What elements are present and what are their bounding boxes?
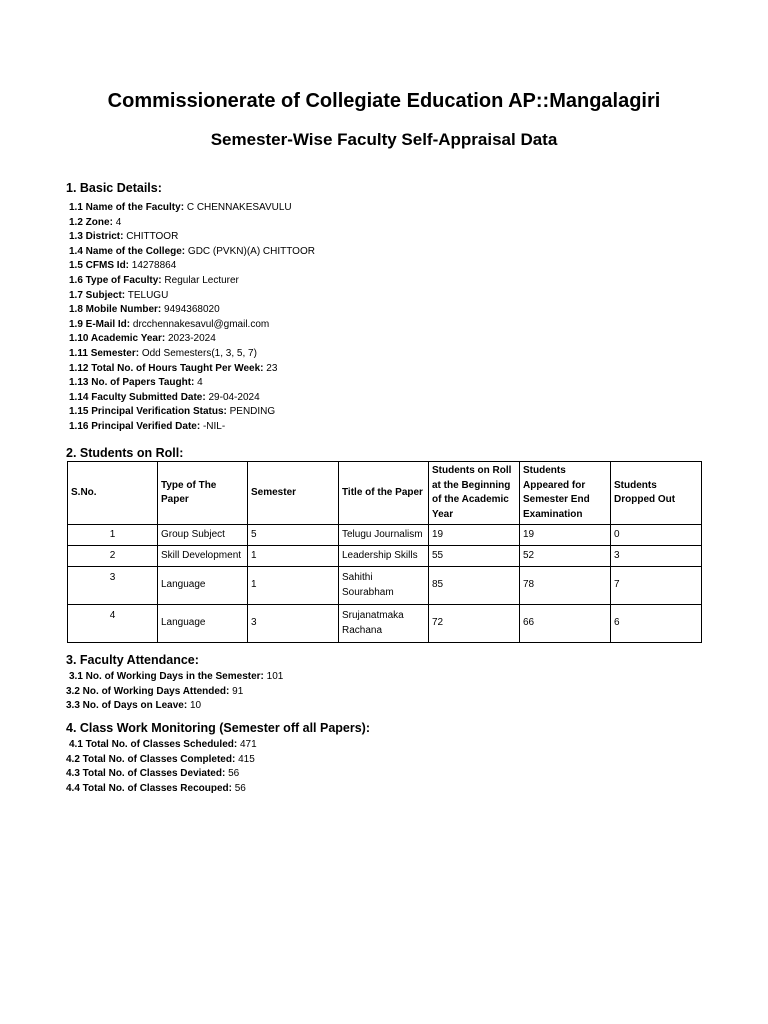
field-working-days [66, 670, 706, 685]
field-label: 3.3 No. of Days on Leave: [66, 700, 188, 712]
field-classes-completed [66, 753, 706, 768]
field-college-name [66, 245, 706, 260]
faculty-attendance-heading: 3. Faculty Attendance: [66, 653, 199, 667]
basic-details-list [66, 201, 706, 435]
table-cell: 72 [429, 605, 520, 643]
table-cell: 19 [429, 525, 520, 546]
table-row [68, 605, 702, 643]
field-value: 9494368020 [164, 304, 220, 316]
field-faculty-name [66, 201, 706, 216]
field-value: drcchennakesavul@gmail.com [132, 318, 270, 330]
field-value: 2023-2024 [167, 333, 216, 345]
field-semester [66, 347, 706, 362]
field-value: C CHENNAKESAVULU [186, 202, 292, 213]
field-label: 1.11 Semester: [69, 347, 140, 359]
table-cell: Sahithi Sourabham [339, 567, 429, 605]
field-value: GDC (PVKN)(A) CHITTOOR [187, 245, 315, 257]
table-cell: Group Subject [158, 525, 248, 546]
field-subject [66, 289, 706, 304]
field-label: 1.13 No. of Papers Taught: [69, 377, 195, 389]
field-zone [66, 216, 706, 231]
table-cell: Skill Development [158, 546, 248, 567]
field-label: 3.2 No. of Working Days Attended: [66, 685, 230, 697]
field-value: TELUGU [127, 289, 169, 301]
field-faculty-type [66, 274, 706, 289]
field-label: 4.1 Total No. of Classes Scheduled: [69, 739, 238, 750]
table-header-row [68, 462, 702, 525]
table-cell: 19 [520, 525, 611, 546]
table-cell: 3 [248, 605, 339, 643]
table-cell: 1 [248, 546, 339, 567]
table-cell: Telugu Journalism [339, 525, 429, 546]
class-work-monitoring-heading: 4. Class Work Monitoring (Semester off all Papers): [66, 721, 371, 735]
field-value: PENDING [229, 406, 276, 418]
field-label: 1.6 Type of Faculty: [69, 274, 162, 286]
class-work-monitoring-list [66, 738, 706, 796]
field-days-attended [66, 685, 706, 700]
table-row [68, 546, 702, 567]
column-header: S.No. [68, 462, 158, 525]
field-value: 29-04-2024 [208, 391, 260, 403]
column-header: Title of the Paper [339, 462, 429, 525]
column-header: Semester [248, 462, 339, 525]
field-label: 1.2 Zone: [69, 216, 113, 228]
table-cell: 66 [520, 605, 611, 643]
field-value: 14278864 [131, 260, 177, 272]
table-cell: Language [158, 605, 248, 643]
table-cell: 0 [611, 525, 702, 546]
field-value: 415 [238, 753, 255, 765]
field-label: 1.12 Total No. of Hours Taught Per Week: [69, 362, 264, 374]
field-days-on-leave [66, 699, 706, 714]
class-work-monitoring-section [66, 720, 706, 796]
field-value: 101 [266, 671, 284, 682]
students-on-roll-table [67, 461, 702, 643]
document-subtitle: Semester-Wise Faculty Self-Appraisal Data [210, 130, 558, 149]
field-label: 1.1 Name of the Faculty: [69, 202, 185, 213]
field-label: 1.15 Principal Verification Status: [69, 406, 227, 418]
field-district [66, 230, 706, 245]
field-label: 4.3 Total No. of Classes Deviated: [66, 768, 226, 780]
field-value: 471 [239, 739, 257, 750]
field-label: 4.4 Total No. of Classes Recouped: [66, 782, 232, 794]
faculty-attendance-list [66, 670, 706, 714]
table-cell: 1 [248, 567, 339, 605]
table-cell: 1 [68, 525, 158, 546]
field-verified-date [66, 420, 706, 435]
field-value: 56 [234, 782, 246, 794]
column-header: Type of The Paper [158, 462, 248, 525]
field-label: 1.4 Name of the College: [69, 245, 186, 257]
field-value: 10 [189, 700, 202, 712]
column-header: Students Appeared for Semester End Examination [520, 462, 611, 525]
field-label: 3.1 No. of Working Days in the Semester: [69, 671, 264, 682]
column-header: Students on Roll at the Beginning of the Academic Year [429, 462, 520, 525]
column-header: Students Dropped Out [611, 462, 702, 525]
table-cell: 55 [429, 546, 520, 567]
field-value: 23 [266, 362, 278, 374]
field-academic-year [66, 332, 706, 347]
table-cell: 5 [248, 525, 339, 546]
table-cell: 4 [68, 605, 158, 643]
field-value: CHITTOOR [126, 231, 179, 243]
table-cell: Leadership Skills [339, 546, 429, 567]
field-value: 56 [228, 768, 240, 780]
table-cell: 78 [520, 567, 611, 605]
basic-details-heading: 1. Basic Details: [66, 181, 162, 195]
field-label: 4.2 Total No. of Classes Completed: [66, 753, 236, 765]
field-papers-taught [66, 376, 706, 391]
table-cell: 85 [429, 567, 520, 605]
field-value: 4 [197, 377, 203, 389]
students-on-roll-section [66, 445, 706, 461]
field-label: 1.9 E-Mail Id: [69, 318, 131, 330]
table-cell: 7 [611, 567, 702, 605]
field-submitted-date [66, 391, 706, 406]
field-email [66, 318, 706, 333]
faculty-attendance-section [66, 652, 706, 714]
field-label: 1.5 CFMS Id: [69, 260, 130, 272]
field-label: 1.10 Academic Year: [69, 333, 166, 345]
field-cfms-id [66, 259, 706, 274]
field-value: 4 [115, 216, 122, 228]
field-value: 91 [232, 685, 244, 697]
table-cell: Srujanatmaka Rachana [339, 605, 429, 643]
field-value: -NIL- [202, 420, 226, 432]
table-row [68, 525, 702, 546]
field-value: Regular Lecturer [164, 274, 239, 286]
table-cell: 52 [520, 546, 611, 567]
field-mobile-number [66, 303, 706, 318]
field-hours-per-week [66, 362, 706, 377]
field-classes-deviated [66, 767, 706, 782]
table-cell: Language [158, 567, 248, 605]
field-value: Odd Semesters(1, 3, 5, 7) [141, 347, 257, 359]
students-on-roll-heading: 2. Students on Roll: [66, 446, 184, 460]
field-label: 1.14 Faculty Submitted Date: [69, 391, 206, 403]
table-cell: 2 [68, 546, 158, 567]
field-label: 1.7 Subject: [69, 289, 126, 301]
field-verification-status [66, 405, 706, 420]
table-cell: 3 [68, 567, 158, 605]
field-label: 1.3 District: [69, 231, 124, 243]
table-cell: 3 [611, 546, 702, 567]
basic-details-section [66, 180, 706, 435]
field-label: 1.16 Principal Verified Date: [69, 420, 201, 432]
field-classes-scheduled [66, 738, 706, 753]
field-label: 1.8 Mobile Number: [69, 304, 162, 316]
document-title: Commissionerate of Collegiate Education AP::Mangalagiri [107, 90, 661, 112]
table-row [68, 567, 702, 605]
field-classes-recouped [66, 782, 706, 797]
table-cell: 6 [611, 605, 702, 643]
